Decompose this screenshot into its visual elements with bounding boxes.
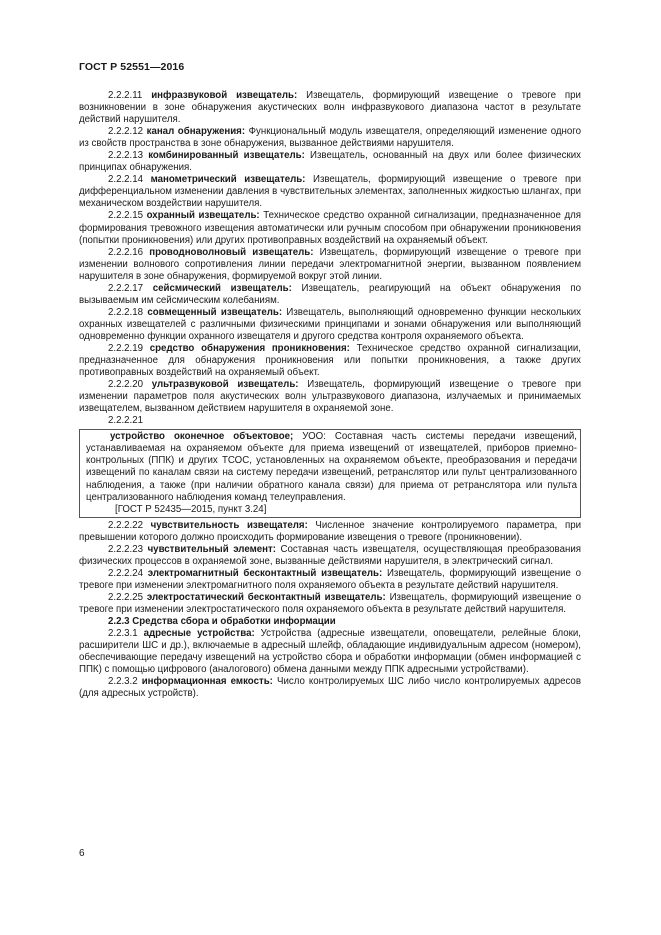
term-definition: Техническое средство охранной сигнализации, предназначенное для формирования тревожного извещения автоматически или ручным способом при обнаружении проникновения (попытки проникновения) или других противоправных воздействий на охраняемый объект. bbox=[79, 210, 581, 246]
term-name: проводноволновый извещатель: bbox=[149, 246, 314, 258]
term-definition: Извещатель, основанный на двух или более физических принципах обнаружения. bbox=[79, 150, 581, 174]
term-name: адресные устройства: bbox=[143, 628, 255, 640]
term-2-2-2-23 bbox=[79, 544, 581, 568]
term-2-2-3-2 bbox=[79, 676, 581, 700]
term-2-2-2-12 bbox=[79, 126, 581, 150]
section-title: Средства сбора и обработки информации bbox=[132, 616, 336, 628]
term-definition: Извещатель, формирующий извещение о тревоге при изменении волнового сопротивления линии передачи электромагнитной энергии, вызванном появлением нарушителя в зоне обнаружения, формируемой вокруг этой линии. bbox=[79, 246, 581, 282]
term-2-2-2-20 bbox=[79, 379, 581, 415]
term-name: охранный извещатель: bbox=[146, 210, 260, 222]
term-definition: Извещатель, реагирующий на объект обнаружения по вызываемым им сейсмическим колебаниям. bbox=[79, 282, 581, 306]
term-name: средство обнаружения проникновения: bbox=[149, 342, 350, 354]
term-name: ультразвуковой извещатель: bbox=[151, 379, 299, 391]
section-number: 2.2.3 bbox=[108, 616, 130, 628]
term-name: информационная емкость: bbox=[141, 676, 273, 688]
term-2-2-2-17 bbox=[79, 283, 581, 307]
standard-header: ГОСТ Р 52551—2016 bbox=[79, 61, 185, 73]
section-heading bbox=[79, 616, 581, 628]
term-definition: Техническое средство охранной сигнализации, предназначенное для обнаружения проникновения или попытки проникновения, а также других противоправных воздействий на охраняемый объект. bbox=[79, 342, 581, 379]
term-source-reference: [ГОСТ Р 52435—2015, пункт 3.24] bbox=[115, 503, 267, 515]
term-name: электромагнитный бесконтактный извещатель: bbox=[147, 567, 383, 579]
term-definition: УОО: Составная часть системы передачи извещений, устанавливаемая на охраняемом объекте для приема извещений от извещателей, приборов приемно-контрольных (ППК) и других ТСОС, установленных на охраняемом объекте, преобразования и передачи извещений по каналам связи на систему передачи извещений, ретранслятор или пульт централизованного наблюдения, а также (при наличии обратного канала связи) для приема от ретранслятора или пульта централизованного наблюдения команд телеуправления. bbox=[86, 431, 577, 503]
term-definition: Число контролируемых ШС либо число контролируемых адресов (для адресных устройств). bbox=[79, 676, 581, 700]
term-2-2-2-19 bbox=[79, 343, 581, 379]
term-number: 2.2.3.1 bbox=[108, 628, 138, 640]
term-number: 2.2.2.16 bbox=[108, 246, 144, 258]
term-definition: Извещатель, формирующий извещение о тревоге при изменении электростатического поля охраняемого объекта в результате действий нарушителя. bbox=[79, 591, 581, 615]
term-number: 2.2.2.13 bbox=[108, 150, 144, 162]
borrowed-term-box bbox=[79, 429, 581, 517]
term-number: 2.2.2.22 bbox=[108, 519, 144, 531]
term-number: 2.2.2.20 bbox=[108, 379, 144, 391]
term-2-2-2-15 bbox=[79, 210, 581, 246]
term-name: электростатический бесконтактный извещатель: bbox=[146, 591, 386, 603]
term-definition: Устройства (адресные извещатели, оповещатели, релейные блоки, расширители ШС и др.), включаемые в адресный шлейф, обладающие индивидуальным адресом (номером), обеспечивающие передачу извещений на устройство сбора и обработки информации (обмен информацией с ППК) с помощью цифрового (аналогового) обмена данными между ППК адресными устройствами). bbox=[79, 628, 581, 676]
page-number: 6 bbox=[79, 848, 85, 859]
term-2-2-2-25 bbox=[79, 592, 581, 616]
term-definition: Составная часть извещателя, осуществляющая преобразования физических процессов в охраняемой зоне, вызванные действиями нарушителя, в электрический сигнал. bbox=[79, 543, 581, 567]
term-definition: Извещатель, формирующий извещение о тревоге при возникновении в зоне обнаружения акустических волн инфразвукового диапазона частот в результате действий нарушителя. bbox=[79, 90, 581, 126]
term-number: 2.2.2.15 bbox=[108, 210, 144, 222]
term-definition: Извещатель, формирующий извещение о тревоге при изменении электромагнитного поля охраняемого объекта в результате действий нарушителя. bbox=[79, 567, 581, 591]
term-name: чувствительность извещателя: bbox=[150, 519, 308, 531]
term-2-2-2-13 bbox=[79, 150, 581, 174]
term-number: 2.2.2.12 bbox=[108, 126, 144, 138]
term-2-2-2-21-number: 2.2.2.21 bbox=[108, 415, 144, 427]
term-definition: Извещатель, формирующий извещение о тревоге при изменении параметров поля акустических волн ультразвукового диапазона, излучаемых и принимаемых извещателем, вызванном действием нарушителя в охраняемой зоне. bbox=[79, 379, 581, 415]
term-name: канал обнаружения: bbox=[146, 126, 246, 138]
term-number: 2.2.2.17 bbox=[108, 282, 144, 294]
term-name: устройство оконечное объектовое; bbox=[110, 431, 294, 443]
document-body bbox=[79, 90, 581, 700]
term-definition: Извещатель, формирующий извещение о тревоге при дифференциальном изменении давления в чувствительных элементах, заполненных жидкостью шлангах, при механическом воздействии нарушителя. bbox=[79, 174, 581, 210]
term-number: 2.2.2.14 bbox=[108, 174, 144, 186]
term-number: 2.2.2.11 bbox=[108, 90, 143, 101]
term-2-2-2-16 bbox=[79, 247, 581, 283]
term-definition: Извещатель, выполняющий одновременно функции нескольких охранных извещателей с различными физическими принципами и зонами обнаружения или выполняющий одновременно функции охранного извещателя и другого средства контроля охраняемого объекта. bbox=[79, 306, 581, 342]
term-name: совмещенный извещатель: bbox=[147, 306, 283, 318]
term-number: 2.2.2.24 bbox=[108, 567, 144, 579]
term-2-2-2-18 bbox=[79, 307, 581, 343]
term-name: инфразвуковой извещатель: bbox=[151, 90, 298, 101]
term-2-2-2-21 bbox=[86, 431, 577, 503]
term-2-2-2-24 bbox=[79, 568, 581, 592]
term-name: чувствительный элемент: bbox=[147, 543, 276, 555]
term-name: манометрический извещатель: bbox=[150, 174, 306, 186]
term-name: комбинированный извещатель: bbox=[148, 150, 305, 162]
term-2-2-2-11 bbox=[79, 90, 581, 126]
term-2-2-2-14 bbox=[79, 174, 581, 210]
term-2-2-2-22 bbox=[79, 520, 581, 544]
term-2-2-3-1 bbox=[79, 628, 581, 676]
term-name: сейсмический извещатель: bbox=[152, 282, 292, 294]
term-number: 2.2.2.23 bbox=[108, 543, 144, 555]
term-number: 2.2.2.18 bbox=[108, 306, 144, 318]
term-number: 2.2.2.19 bbox=[108, 342, 144, 354]
term-definition: Функциональный модуль извещателя, определяющий изменение одного из свойств пространства в зоне обнаружения, вызванное действиями нарушителя. bbox=[79, 126, 581, 150]
term-definition: Численное значение контролируемого параметра, при превышении которого должно происходить формирование извещения о тревоге (проникновении). bbox=[79, 519, 582, 543]
term-number: 2.2.2.25 bbox=[108, 591, 144, 603]
term-number: 2.2.3.2 bbox=[108, 676, 138, 688]
